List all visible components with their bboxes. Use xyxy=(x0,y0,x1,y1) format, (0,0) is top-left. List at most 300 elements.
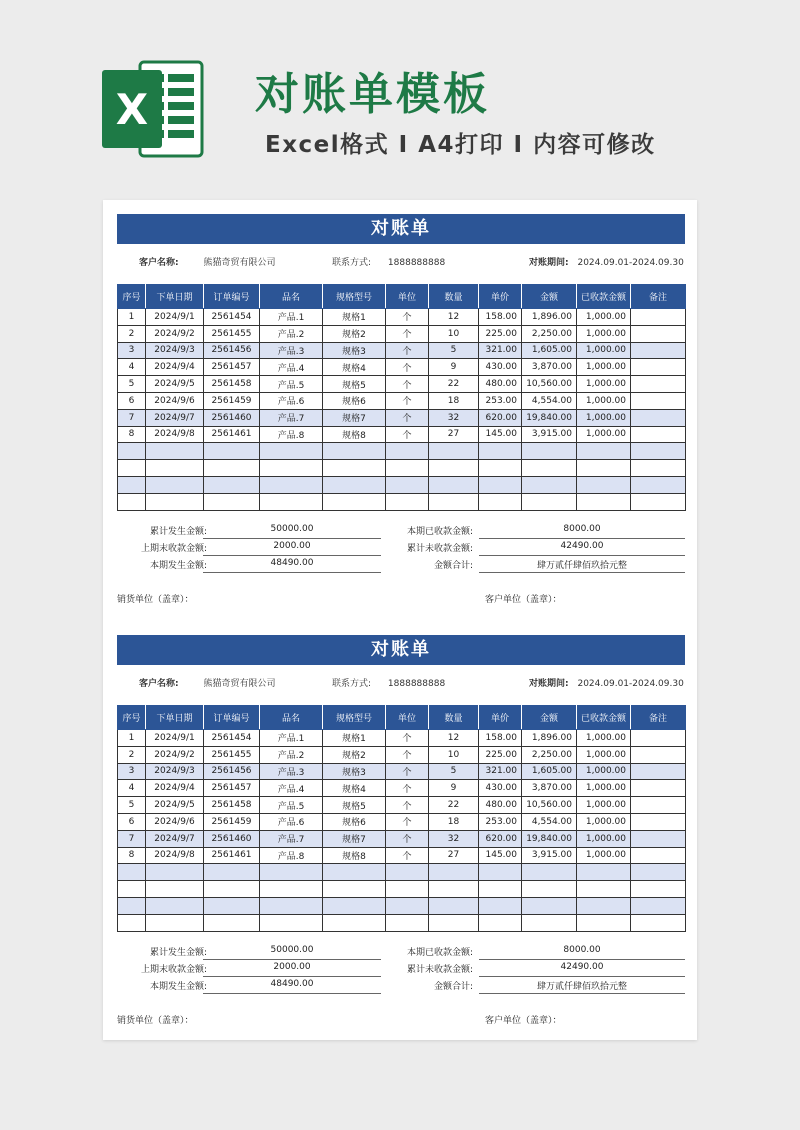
table-cell[interactable]: 个 xyxy=(386,392,429,409)
table-cell[interactable] xyxy=(479,460,522,477)
table-cell[interactable]: 2024/9/8 xyxy=(146,426,204,443)
table-cell[interactable] xyxy=(386,476,429,493)
table-cell[interactable]: 个 xyxy=(386,830,429,847)
unpaid-label: 累计未收款金额: xyxy=(406,544,473,554)
table-cell[interactable]: 规格8 xyxy=(323,847,386,864)
table-cell[interactable] xyxy=(631,864,686,881)
table-cell[interactable] xyxy=(631,409,686,426)
table-cell[interactable] xyxy=(577,460,631,477)
table-cell[interactable]: 9 xyxy=(429,780,479,797)
table-cell[interactable]: 2561457 xyxy=(204,780,260,797)
table-cell[interactable] xyxy=(429,881,479,898)
table-cell[interactable] xyxy=(631,460,686,477)
table-cell[interactable] xyxy=(204,443,260,460)
table-cell[interactable] xyxy=(118,460,146,477)
table-cell[interactable]: 个 xyxy=(386,359,429,376)
table-cell[interactable]: 2024/9/3 xyxy=(146,342,204,359)
table-cell[interactable]: 2561454 xyxy=(204,309,260,326)
unpaid-value: 42490.00 xyxy=(479,541,685,556)
table-cell[interactable] xyxy=(323,476,386,493)
table-cell[interactable] xyxy=(577,914,631,931)
table-cell[interactable]: 19,840.00 xyxy=(522,830,577,847)
table-cell[interactable]: 个 xyxy=(386,409,429,426)
table-cell[interactable]: 1,000.00 xyxy=(577,830,631,847)
table-cell[interactable] xyxy=(522,493,577,510)
table-cell[interactable]: 10 xyxy=(429,746,479,763)
customer-value: 熊猫奇贸有限公司 xyxy=(203,679,276,689)
table-cell[interactable]: 4,554.00 xyxy=(522,813,577,830)
table-cell[interactable]: 2024/9/2 xyxy=(146,325,204,342)
table-cell[interactable] xyxy=(631,847,686,864)
table-cell[interactable] xyxy=(386,864,429,881)
table-cell[interactable]: 27 xyxy=(429,847,479,864)
table-cell[interactable] xyxy=(429,460,479,477)
table-cell[interactable]: 27 xyxy=(429,426,479,443)
table-cell[interactable]: 5 xyxy=(429,342,479,359)
table-cell[interactable] xyxy=(260,864,323,881)
table-cell[interactable]: 8 xyxy=(118,426,146,443)
table-cell[interactable]: 2561457 xyxy=(204,359,260,376)
table-cell[interactable] xyxy=(522,897,577,914)
table-cell[interactable] xyxy=(631,730,686,747)
table-cell[interactable]: 430.00 xyxy=(479,359,522,376)
table-cell[interactable] xyxy=(631,763,686,780)
table-cell[interactable] xyxy=(386,914,429,931)
table-cell[interactable] xyxy=(204,864,260,881)
received-label: 本期已收款金额: xyxy=(406,948,473,958)
table-cell[interactable] xyxy=(522,460,577,477)
table-cell[interactable] xyxy=(479,881,522,898)
table-cell[interactable] xyxy=(631,325,686,342)
received-label: 本期已收款金额: xyxy=(406,527,473,537)
table-cell[interactable]: 产品.4 xyxy=(260,359,323,376)
table-cell[interactable]: 2024/9/7 xyxy=(146,409,204,426)
table-cell[interactable] xyxy=(631,881,686,898)
table-cell[interactable]: 2561460 xyxy=(204,830,260,847)
table-cell[interactable]: 2561455 xyxy=(204,746,260,763)
table-cell[interactable]: 产品.6 xyxy=(260,813,323,830)
table-cell[interactable] xyxy=(386,443,429,460)
table-cell[interactable] xyxy=(522,864,577,881)
table-cell[interactable]: 2561456 xyxy=(204,342,260,359)
table-row xyxy=(118,359,686,376)
table-cell[interactable]: 3 xyxy=(118,763,146,780)
table-cell[interactable]: 6 xyxy=(118,392,146,409)
table-cell[interactable]: 个 xyxy=(386,813,429,830)
table-cell[interactable]: 个 xyxy=(386,847,429,864)
table-cell[interactable]: 430.00 xyxy=(479,780,522,797)
table-cell[interactable]: 1 xyxy=(118,730,146,747)
current-amount-value: 48490.00 xyxy=(203,979,381,994)
column-header: 规格型号 xyxy=(323,285,386,309)
table-cell[interactable]: 480.00 xyxy=(479,376,522,393)
table-cell[interactable]: 480.00 xyxy=(479,797,522,814)
table-cell[interactable]: 145.00 xyxy=(479,847,522,864)
table-cell[interactable]: 2024/9/4 xyxy=(146,780,204,797)
table-cell[interactable] xyxy=(429,897,479,914)
table-cell[interactable]: 产品.1 xyxy=(260,309,323,326)
table-row xyxy=(118,914,686,931)
total-value: 肆万贰仟肆佰玖拾元整 xyxy=(479,979,685,994)
table-cell[interactable]: 产品.7 xyxy=(260,830,323,847)
table-cell[interactable] xyxy=(146,881,204,898)
table-cell[interactable]: 1,000.00 xyxy=(577,409,631,426)
table-cell[interactable] xyxy=(631,476,686,493)
table-cell[interactable]: 620.00 xyxy=(479,409,522,426)
table-cell[interactable]: 个 xyxy=(386,797,429,814)
table-row xyxy=(118,443,686,460)
column-header: 数量 xyxy=(429,706,479,730)
table-cell[interactable]: 18 xyxy=(429,813,479,830)
table-cell[interactable] xyxy=(577,864,631,881)
table-cell[interactable]: 5 xyxy=(429,763,479,780)
table-cell[interactable] xyxy=(429,914,479,931)
table-cell[interactable] xyxy=(386,897,429,914)
table-cell[interactable] xyxy=(522,476,577,493)
table-cell[interactable] xyxy=(323,864,386,881)
table-cell[interactable] xyxy=(577,476,631,493)
table-cell[interactable] xyxy=(118,864,146,881)
table-cell[interactable] xyxy=(577,443,631,460)
table-cell[interactable]: 个 xyxy=(386,780,429,797)
contact-label: 联系方式: xyxy=(332,258,372,268)
table-cell[interactable] xyxy=(631,443,686,460)
table-cell[interactable]: 2024/9/3 xyxy=(146,763,204,780)
table-cell[interactable]: 12 xyxy=(429,309,479,326)
table-cell[interactable] xyxy=(260,914,323,931)
table-cell[interactable]: 32 xyxy=(429,409,479,426)
table-cell[interactable] xyxy=(631,309,686,326)
table-cell[interactable] xyxy=(631,392,686,409)
table-cell[interactable]: 1,000.00 xyxy=(577,325,631,342)
table-cell[interactable]: 规格3 xyxy=(323,342,386,359)
table-cell[interactable]: 2561460 xyxy=(204,409,260,426)
table-cell[interactable]: 321.00 xyxy=(479,763,522,780)
column-header: 下单日期 xyxy=(146,285,204,309)
table-cell[interactable] xyxy=(522,443,577,460)
table-cell[interactable]: 3,915.00 xyxy=(522,847,577,864)
table-cell[interactable] xyxy=(631,342,686,359)
table-row xyxy=(118,730,686,747)
table-cell[interactable] xyxy=(260,897,323,914)
table-row xyxy=(118,797,686,814)
table-row xyxy=(118,847,686,864)
table-cell[interactable]: 1,000.00 xyxy=(577,847,631,864)
table-cell[interactable]: 3 xyxy=(118,342,146,359)
column-header: 备注 xyxy=(631,285,686,309)
table-cell[interactable] xyxy=(204,914,260,931)
table-cell[interactable]: 规格5 xyxy=(323,376,386,393)
table-cell[interactable] xyxy=(429,476,479,493)
table-cell[interactable]: 规格5 xyxy=(323,797,386,814)
table-cell[interactable]: 个 xyxy=(386,342,429,359)
table-cell[interactable] xyxy=(204,476,260,493)
table-cell[interactable] xyxy=(631,376,686,393)
table-cell[interactable]: 22 xyxy=(429,797,479,814)
table-cell[interactable]: 18 xyxy=(429,392,479,409)
table-cell[interactable]: 225.00 xyxy=(479,325,522,342)
table-cell[interactable]: 产品.8 xyxy=(260,847,323,864)
table-cell[interactable]: 10,560.00 xyxy=(522,797,577,814)
prev-unpaid-label: 上期末收款金额: xyxy=(140,544,207,554)
table-cell[interactable]: 产品.1 xyxy=(260,730,323,747)
table-cell[interactable] xyxy=(577,493,631,510)
table-cell[interactable]: 2561454 xyxy=(204,730,260,747)
table-cell[interactable]: 620.00 xyxy=(479,830,522,847)
table-cell[interactable] xyxy=(479,493,522,510)
table-cell[interactable]: 规格8 xyxy=(323,426,386,443)
table-cell[interactable] xyxy=(260,476,323,493)
table-cell[interactable] xyxy=(631,897,686,914)
table-cell[interactable] xyxy=(323,881,386,898)
table-cell[interactable] xyxy=(479,443,522,460)
page-header xyxy=(0,0,800,200)
table-cell[interactable]: 4 xyxy=(118,359,146,376)
table-cell[interactable]: 规格6 xyxy=(323,813,386,830)
table-cell[interactable]: 产品.8 xyxy=(260,426,323,443)
table-cell[interactable] xyxy=(260,460,323,477)
table-cell[interactable]: 1,000.00 xyxy=(577,797,631,814)
table-cell[interactable]: 253.00 xyxy=(479,813,522,830)
table-cell[interactable]: 158.00 xyxy=(479,309,522,326)
table-cell[interactable] xyxy=(323,443,386,460)
table-cell[interactable]: 7 xyxy=(118,409,146,426)
table-cell[interactable]: 225.00 xyxy=(479,746,522,763)
table-cell[interactable] xyxy=(577,897,631,914)
cum-amount-label: 累计发生金额: xyxy=(149,948,207,958)
table-cell[interactable] xyxy=(631,797,686,814)
column-header: 订单编号 xyxy=(204,706,260,730)
table-cell[interactable]: 产品.5 xyxy=(260,376,323,393)
table-cell[interactable] xyxy=(323,460,386,477)
column-header: 金额 xyxy=(522,706,577,730)
table-cell[interactable] xyxy=(204,881,260,898)
table-cell[interactable]: 产品.7 xyxy=(260,409,323,426)
table-cell[interactable] xyxy=(631,493,686,510)
table-cell[interactable] xyxy=(204,493,260,510)
table-cell[interactable] xyxy=(631,746,686,763)
table-cell[interactable] xyxy=(146,493,204,510)
table-cell[interactable]: 规格1 xyxy=(323,309,386,326)
table-cell[interactable] xyxy=(577,881,631,898)
table-cell[interactable] xyxy=(631,359,686,376)
current-amount-value: 48490.00 xyxy=(203,558,381,573)
table-cell[interactable]: 1 xyxy=(118,309,146,326)
table-cell[interactable] xyxy=(204,460,260,477)
table-cell[interactable]: 2561458 xyxy=(204,797,260,814)
seller-signature: 销货单位（盖章）： xyxy=(117,595,194,605)
table-cell[interactable]: 145.00 xyxy=(479,426,522,443)
table-cell[interactable]: 规格6 xyxy=(323,392,386,409)
table-cell[interactable] xyxy=(631,780,686,797)
table-cell[interactable] xyxy=(479,476,522,493)
table-cell[interactable]: 6 xyxy=(118,813,146,830)
column-header: 金额 xyxy=(522,285,577,309)
table-cell[interactable]: 规格4 xyxy=(323,780,386,797)
table-cell[interactable]: 2 xyxy=(118,325,146,342)
table-cell[interactable]: 1,896.00 xyxy=(522,730,577,747)
table-cell[interactable]: 规格1 xyxy=(323,730,386,747)
table-cell[interactable]: 规格3 xyxy=(323,763,386,780)
table-cell[interactable]: 2024/9/2 xyxy=(146,746,204,763)
table-cell[interactable] xyxy=(386,881,429,898)
table-cell[interactable]: 4 xyxy=(118,780,146,797)
table-cell[interactable] xyxy=(118,493,146,510)
table-cell[interactable]: 1,000.00 xyxy=(577,780,631,797)
table-cell[interactable] xyxy=(479,914,522,931)
table-cell[interactable] xyxy=(118,914,146,931)
table-cell[interactable] xyxy=(260,881,323,898)
table-cell[interactable]: 规格7 xyxy=(323,830,386,847)
table-cell[interactable]: 3,915.00 xyxy=(522,426,577,443)
table-cell[interactable]: 7 xyxy=(118,830,146,847)
table-cell[interactable] xyxy=(429,493,479,510)
table-cell[interactable]: 规格2 xyxy=(323,325,386,342)
table-cell[interactable]: 产品.4 xyxy=(260,780,323,797)
table-cell[interactable] xyxy=(204,897,260,914)
table-cell[interactable]: 产品.2 xyxy=(260,746,323,763)
table-cell[interactable]: 1,000.00 xyxy=(577,746,631,763)
table-cell[interactable] xyxy=(323,493,386,510)
table-cell[interactable]: 产品.6 xyxy=(260,392,323,409)
table-cell[interactable]: 2024/9/1 xyxy=(146,309,204,326)
table-cell[interactable] xyxy=(146,476,204,493)
table-cell[interactable]: 2561459 xyxy=(204,813,260,830)
table-cell[interactable]: 产品.3 xyxy=(260,342,323,359)
table-cell[interactable]: 8 xyxy=(118,847,146,864)
table-cell[interactable] xyxy=(386,493,429,510)
table-cell[interactable] xyxy=(146,460,204,477)
table-cell[interactable]: 10,560.00 xyxy=(522,376,577,393)
table-cell[interactable]: 2561459 xyxy=(204,392,260,409)
table-cell[interactable] xyxy=(429,864,479,881)
table-cell[interactable]: 1,000.00 xyxy=(577,342,631,359)
table-cell[interactable]: 1,000.00 xyxy=(577,392,631,409)
table-cell[interactable]: 个 xyxy=(386,325,429,342)
table-cell[interactable] xyxy=(631,813,686,830)
table-cell[interactable]: 2024/9/7 xyxy=(146,830,204,847)
table-cell[interactable] xyxy=(479,897,522,914)
table-row xyxy=(118,476,686,493)
table-cell[interactable] xyxy=(118,476,146,493)
table-cell[interactable]: 1,000.00 xyxy=(577,376,631,393)
table-cell[interactable] xyxy=(118,443,146,460)
table-cell[interactable]: 5 xyxy=(118,797,146,814)
table-cell[interactable]: 2024/9/4 xyxy=(146,359,204,376)
table-cell[interactable]: 产品.2 xyxy=(260,325,323,342)
page-subtitle: Excel格式 I A4打印 I 内容可修改 xyxy=(265,132,656,158)
table-cell[interactable] xyxy=(631,426,686,443)
table-cell[interactable]: 2,250.00 xyxy=(522,325,577,342)
total-label: 金额合计: xyxy=(433,561,473,571)
table-cell[interactable] xyxy=(118,897,146,914)
table-cell[interactable]: 产品.5 xyxy=(260,797,323,814)
table-cell[interactable] xyxy=(146,864,204,881)
table-cell[interactable]: 1,000.00 xyxy=(577,813,631,830)
table-cell[interactable]: 1,605.00 xyxy=(522,763,577,780)
table-cell[interactable]: 19,840.00 xyxy=(522,409,577,426)
table-cell[interactable] xyxy=(260,443,323,460)
table-cell[interactable]: 10 xyxy=(429,325,479,342)
table-cell[interactable]: 2,250.00 xyxy=(522,746,577,763)
table-cell[interactable]: 22 xyxy=(429,376,479,393)
table-cell[interactable]: 规格7 xyxy=(323,409,386,426)
column-header: 单位 xyxy=(386,706,429,730)
table-row xyxy=(118,376,686,393)
table-row xyxy=(118,426,686,443)
table-cell[interactable]: 2024/9/6 xyxy=(146,392,204,409)
table-cell[interactable]: 5 xyxy=(118,376,146,393)
table-cell[interactable]: 2024/9/5 xyxy=(146,797,204,814)
table-cell[interactable]: 32 xyxy=(429,830,479,847)
received-value: 8000.00 xyxy=(479,524,685,539)
table-cell[interactable]: 1,000.00 xyxy=(577,309,631,326)
table-cell[interactable] xyxy=(146,914,204,931)
table-cell[interactable]: 2024/9/8 xyxy=(146,847,204,864)
table-cell[interactable]: 1,000.00 xyxy=(577,359,631,376)
table-cell[interactable]: 12 xyxy=(429,730,479,747)
table-cell[interactable]: 个 xyxy=(386,746,429,763)
table-cell[interactable]: 1,000.00 xyxy=(577,763,631,780)
table-cell[interactable] xyxy=(429,443,479,460)
prev-unpaid-label: 上期末收款金额: xyxy=(140,965,207,975)
table-cell[interactable]: 2 xyxy=(118,746,146,763)
table-cell[interactable] xyxy=(118,881,146,898)
table-cell[interactable]: 规格4 xyxy=(323,359,386,376)
table-cell[interactable] xyxy=(146,897,204,914)
table-cell[interactable] xyxy=(323,897,386,914)
table-cell[interactable] xyxy=(323,914,386,931)
table-cell[interactable]: 2561461 xyxy=(204,847,260,864)
table-cell[interactable]: 1,000.00 xyxy=(577,426,631,443)
table-cell[interactable]: 9 xyxy=(429,359,479,376)
table-cell[interactable]: 规格2 xyxy=(323,746,386,763)
table-cell[interactable]: 2024/9/6 xyxy=(146,813,204,830)
table-cell[interactable]: 1,896.00 xyxy=(522,309,577,326)
table-cell[interactable] xyxy=(260,493,323,510)
table-cell[interactable]: 3,870.00 xyxy=(522,359,577,376)
table-cell[interactable]: 1,000.00 xyxy=(577,730,631,747)
table-cell[interactable]: 2561455 xyxy=(204,325,260,342)
table-cell[interactable]: 个 xyxy=(386,730,429,747)
table-cell[interactable] xyxy=(631,830,686,847)
table-cell[interactable] xyxy=(631,914,686,931)
table-cell[interactable]: 2561461 xyxy=(204,426,260,443)
table-cell[interactable]: 2561456 xyxy=(204,763,260,780)
table-cell[interactable] xyxy=(522,914,577,931)
table-cell[interactable]: 4,554.00 xyxy=(522,392,577,409)
table-cell[interactable]: 253.00 xyxy=(479,392,522,409)
table-cell[interactable]: 个 xyxy=(386,763,429,780)
table-cell[interactable]: 158.00 xyxy=(479,730,522,747)
table-cell[interactable]: 2024/9/5 xyxy=(146,376,204,393)
table-cell[interactable] xyxy=(522,881,577,898)
table-row xyxy=(118,780,686,797)
table-cell[interactable]: 2024/9/1 xyxy=(146,730,204,747)
column-header: 已收款金额 xyxy=(577,706,631,730)
table-cell[interactable]: 个 xyxy=(386,376,429,393)
table-cell[interactable]: 321.00 xyxy=(479,342,522,359)
table-cell[interactable]: 2561458 xyxy=(204,376,260,393)
table-cell[interactable] xyxy=(479,864,522,881)
table-cell[interactable]: 个 xyxy=(386,309,429,326)
table-cell[interactable] xyxy=(386,460,429,477)
table-cell[interactable]: 3,870.00 xyxy=(522,780,577,797)
table-cell[interactable]: 个 xyxy=(386,426,429,443)
table-cell[interactable] xyxy=(146,443,204,460)
table-cell[interactable]: 产品.3 xyxy=(260,763,323,780)
table-cell[interactable]: 1,605.00 xyxy=(522,342,577,359)
